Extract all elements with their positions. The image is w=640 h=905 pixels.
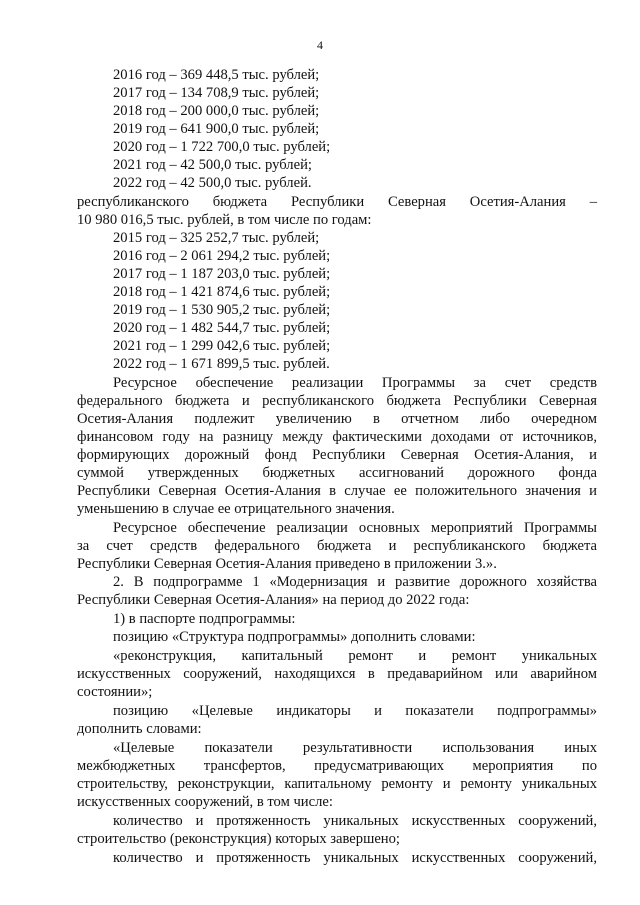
text-line: искусственных сооружений, находящихся в предаварийном или аварийном	[77, 666, 597, 682]
text-line: Республики Северная Осетия-Алания приведено в приложении 3.».	[77, 556, 497, 572]
text-line: 2. В подпрограмме 1 «Модернизация и развитие дорожного хозяйства	[113, 574, 597, 590]
text-line: за счет средств федерального бюджета и республиканского бюджета	[77, 538, 597, 554]
text-line: 2022 год – 42 500,0 тыс. рублей.	[113, 175, 312, 191]
text-line: искусственных сооружений, в том числе:	[77, 794, 333, 810]
text-line: Республики Северная Осетия-Алания в случае ее положительного значения и	[77, 483, 597, 499]
text-line: «реконструкция, капитальный ремонт и ремонт уникальных	[113, 648, 597, 664]
text-line: строительство (реконструкция) которых завершено;	[77, 831, 400, 847]
text-line: количество и протяженность уникальных искусственных сооружений,	[113, 813, 597, 829]
text-line: 2022 год – 1 671 899,5 тыс. рублей.	[113, 356, 330, 372]
text-line: состоянии»;	[77, 684, 153, 700]
text-line: 1) в паспорте подпрограммы:	[113, 611, 296, 627]
text-line: 2021 год – 42 500,0 тыс. рублей;	[113, 157, 312, 173]
text-line: позицию «Целевые индикаторы и показатели подпрограммы»	[113, 703, 597, 719]
text-line: 2017 год – 134 708,9 тыс. рублей;	[113, 85, 320, 101]
text-line: «Целевые показатели результативности использования иных	[113, 740, 597, 756]
text-line: 2016 год – 2 061 294,2 тыс. рублей;	[113, 248, 331, 264]
text-line: 2018 год – 1 421 874,6 тыс. рублей;	[113, 284, 331, 300]
text-line: дополнить словами:	[77, 721, 202, 737]
text-line: Осетия-Алания подлежит увеличению в отчетном либо очередном	[77, 411, 597, 427]
text-line: 10 980 016,5 тыс. рублей, в том числе по годам:	[77, 212, 372, 228]
text-line: федерального бюджета и республиканского бюджета Республики Северная	[77, 393, 597, 409]
text-line: Республики Северная Осетия-Алания» на период до 2022 года:	[77, 592, 470, 608]
text-line: 2020 год – 1 482 544,7 тыс. рублей;	[113, 320, 331, 336]
text-line: 2021 год – 1 299 042,6 тыс. рублей;	[113, 338, 331, 354]
text-line: 2019 год – 641 900,0 тыс. рублей;	[113, 121, 320, 137]
text-line: Ресурсное обеспечение реализации Программы за счет средств	[113, 375, 597, 391]
text-line: республиканского бюджета Республики Северная Осетия-Алания –	[77, 194, 597, 210]
text-line: Ресурсное обеспечение реализации основных мероприятий Программы	[113, 520, 597, 536]
text-line: уменьшению в случае ее отрицательного значения.	[77, 501, 395, 517]
text-line: количество и протяженность уникальных искусственных сооружений,	[113, 850, 597, 866]
text-line: 2019 год – 1 530 905,2 тыс. рублей;	[113, 302, 331, 318]
text-line: суммой утвержденных бюджетных ассигнований дорожного фонда	[77, 465, 597, 481]
text-line: 2016 год – 369 448,5 тыс. рублей;	[113, 67, 320, 83]
text-line: 2018 год – 200 000,0 тыс. рублей;	[113, 103, 320, 119]
page-number: 4	[317, 38, 323, 52]
text-line: строительству, реконструкции, капитальному ремонту и ремонту уникальных	[77, 776, 597, 792]
text-line: финансовом году на разницу между фактическими доходами от источников,	[77, 429, 597, 445]
text-line: 2020 год – 1 722 700,0 тыс. рублей;	[113, 139, 331, 155]
text-line: формирующих дорожный фонд Республики Северная Осетия-Алания, и	[77, 447, 597, 463]
text-line: позицию «Структура подпрограммы» дополнить словами:	[113, 629, 476, 645]
text-line: 2015 год – 325 252,7 тыс. рублей;	[113, 230, 320, 246]
text-line: межбюджетных трансфертов, предусматривающих мероприятия по	[77, 758, 597, 774]
text-line: 2017 год – 1 187 203,0 тыс. рублей;	[113, 266, 331, 282]
